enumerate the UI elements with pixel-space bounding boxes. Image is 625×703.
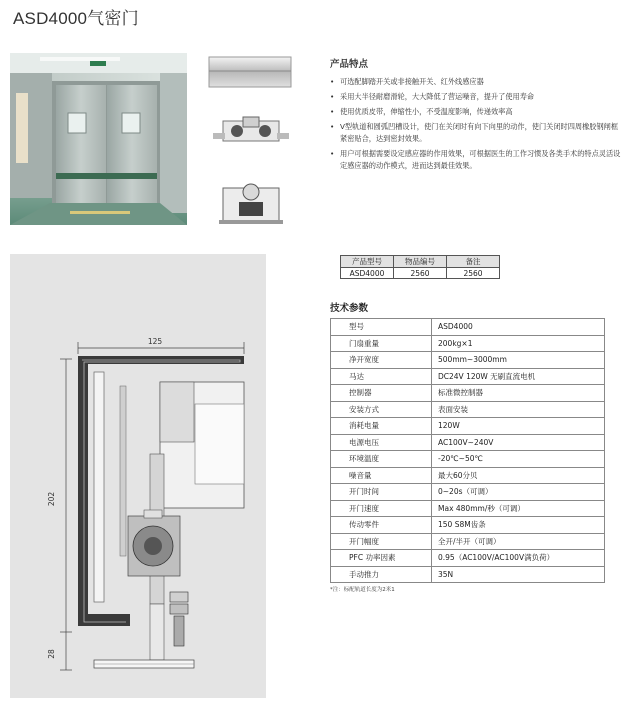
table-row: 型号 ASD4000 [331,319,605,336]
table-row: 门扇重量 200kg×1 [331,335,605,352]
features-section [330,56,622,175]
cross-section-drawing [10,254,266,698]
dim-bottom-label: 28 [47,649,56,659]
table-row: 控制器 标准微控制器 [331,385,605,402]
specs-table [330,318,605,583]
track-and-roller-illustration [205,53,295,228]
spec-footnote: *注：标配轨道长度为2米1 [330,587,395,593]
product-table [340,255,500,279]
feature-item: • 使用优质皮带，伸缩性小，不受温度影响，传递效率高 [330,107,513,116]
product-table-header: 产品型号 物品编号 备注 [341,256,500,268]
table-row: 环境温度 -20℃~50℃ [331,451,605,468]
table-row: 开门幅度 全开/半开（可调） [331,533,605,550]
table-row: 传动零件 150 S8M齿条 [331,517,605,534]
table-row: 手动推力 35N [331,566,605,583]
dim-height-label: 202 [47,491,56,507]
feature-item: • V型轨道和圆弧凹槽设计，使门在关闭时有向下向里的动作，使门关闭时四周橡胶钢闸框紧密贴合，达到密封效果。 [330,122,619,143]
features-heading: 产品特点 [330,59,369,70]
table-row: 噪音量 最大60分贝 [331,467,605,484]
table-row: 电源电压 AC100V~240V [331,434,605,451]
table-row: 净开宽度 500mm~3000mm [331,352,605,369]
door-photo-illustration [10,53,187,225]
feature-item: • 可选配脚踏开关或非接触开关、红外线感应器 [330,77,484,86]
dim-width-label: 125 [147,337,163,346]
table-row: 安装方式 表面安装 [331,401,605,418]
feature-item: • 采用大半径耐磨滑轮，大大降低了营运噪音，提升了使用寿命 [330,92,535,101]
product-photo [10,53,187,225]
table-row: 马达 DC24V 120W 无刷直流电机 [331,368,605,385]
table-row: 消耗电量 120W [331,418,605,435]
table-row: ASD4000 2560 2560 [341,268,500,279]
feature-item: • 用户可根据需要设定感应器的作用效果，可根据医生的工作习惯及各类手术的特点灵活设定感应器的动作模式，进而达到最佳效果。 [330,149,621,170]
table-row: PFC 功率因素 0.95（AC100V/AC100V满负荷） [331,550,605,567]
mechanism-section-diagram [10,254,266,698]
features-list [330,76,622,172]
table-row: 开门时间 0~20s（可调） [331,484,605,501]
page-title: ASD4000气密门 [13,9,139,28]
component-images [205,53,295,228]
specs-heading: 技术参数 [330,303,369,314]
table-row: 开门速度 Max 480mm/秒（可调） [331,500,605,517]
